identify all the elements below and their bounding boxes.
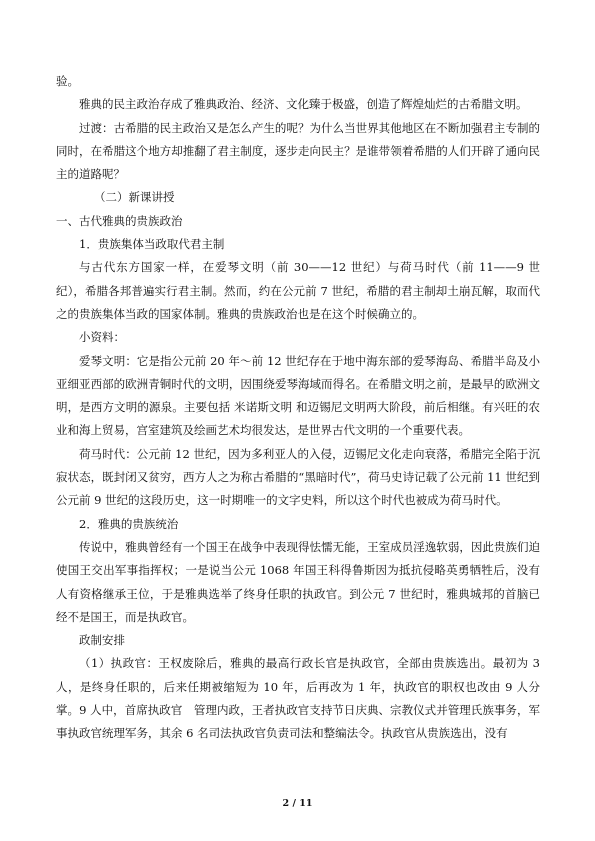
paragraph: 验。 [56,74,79,88]
paragraph: 爱琴文明：它是指公元前 20 年～前 12 世纪存在于地中海东部的爱琴海岛、希腊半岛及小亚细亚西部的欧洲青铜时代的文明，因围绕爱琴海域而得名。在希腊文明之前，是最早的欧洲文明，是西方文明的源泉。主要包括 米诺斯文明 和迈锡尼文明两大阶段，前后相继。有兴旺的农业和海上贸易，宫室建筑及绘画艺术均很发达，是世界古代文明的一个重要代表。 [56,353,540,438]
subsection-heading: 政制安排 [79,633,125,648]
section-heading: 一、古代雅典的贵族政治 [56,213,183,228]
sidebar-label: 小资料： [79,330,125,345]
page-body [56,70,540,746]
subsection-heading: 1．贵族集体当政取代君主制 [79,237,225,252]
paragraph: 过渡：古希腊的民主政治又是怎么产生的呢？为什么当世界其他地区在不断加强君主专制的同时，在希腊这个地方却推翻了君主制度，逐步走向民主？是谁带领着希腊的人们开辟了通向民主的道路呢？ [56,120,540,182]
paragraph: 传说中，雅典曾经有一个国王在战争中表现得怯懦无能，王室成员淫逸软弱，因此贵族们迫使国王交出军事指挥权；一是说当公元 1068 年国王科得鲁斯因为抵抗侵略英勇牺牲后，没有人有资格继承王位，于是雅典选举了终身任职的执政官。到公元 7 世纪时，雅典城邦的首脑已经不是国王，而是执政官。 [56,539,540,624]
section-heading: （二）新课讲授 [94,190,175,205]
subsection-heading: 2．雅典的贵族统治 [79,516,179,531]
page-number: 2 / 11 [282,798,313,809]
paragraph: （1）执政官：王权废除后，雅典的最高行政长官是执政官，全部由贵族选出。最初为 3 人，是终身任职的，后来任期被缩短为 10 年，后再改为 1 年，执政官的职权也改由 9 人分掌。9 人中，首席执政官 管理内政，王者执政官支持节日庆典、宗教仪式并管理氏族事务，军事执政官统理军务，其余 6 名司法执政官负责司法和整编法令。执政官从贵族选出，没有 [56,656,540,741]
paragraph: 与古代东方国家一样，在爱琴文明（前 30——12 世纪）与荷马时代（前 11——9 世纪），希腊各邦普遍实行君主制。然而，约在公元前 7 世纪，希腊的君主制却土崩瓦解，取而代之的贵族集体当政的国家体制。雅典的贵族政治也是在这个时候确立的。 [56,260,540,321]
paragraph: 雅典的民主政治存成了雅典政治、经济、文化臻于极盛，创造了辉煌灿烂的古希腊文明。 [79,97,528,112]
paragraph: 荷马时代：公元前 12 世纪，因为多利亚人的入侵，迈锡尼文化走向衰落，希腊完全陷于沉寂状态，既封闭又贫穷，西方人之为称古希腊的“黑暗时代”，荷马史诗记载了公元前 11 世纪到公元前 9 世纪的这段历史，这一时期唯一的文字史料，所以这个时代也被成为荷马时代。 [56,446,540,508]
